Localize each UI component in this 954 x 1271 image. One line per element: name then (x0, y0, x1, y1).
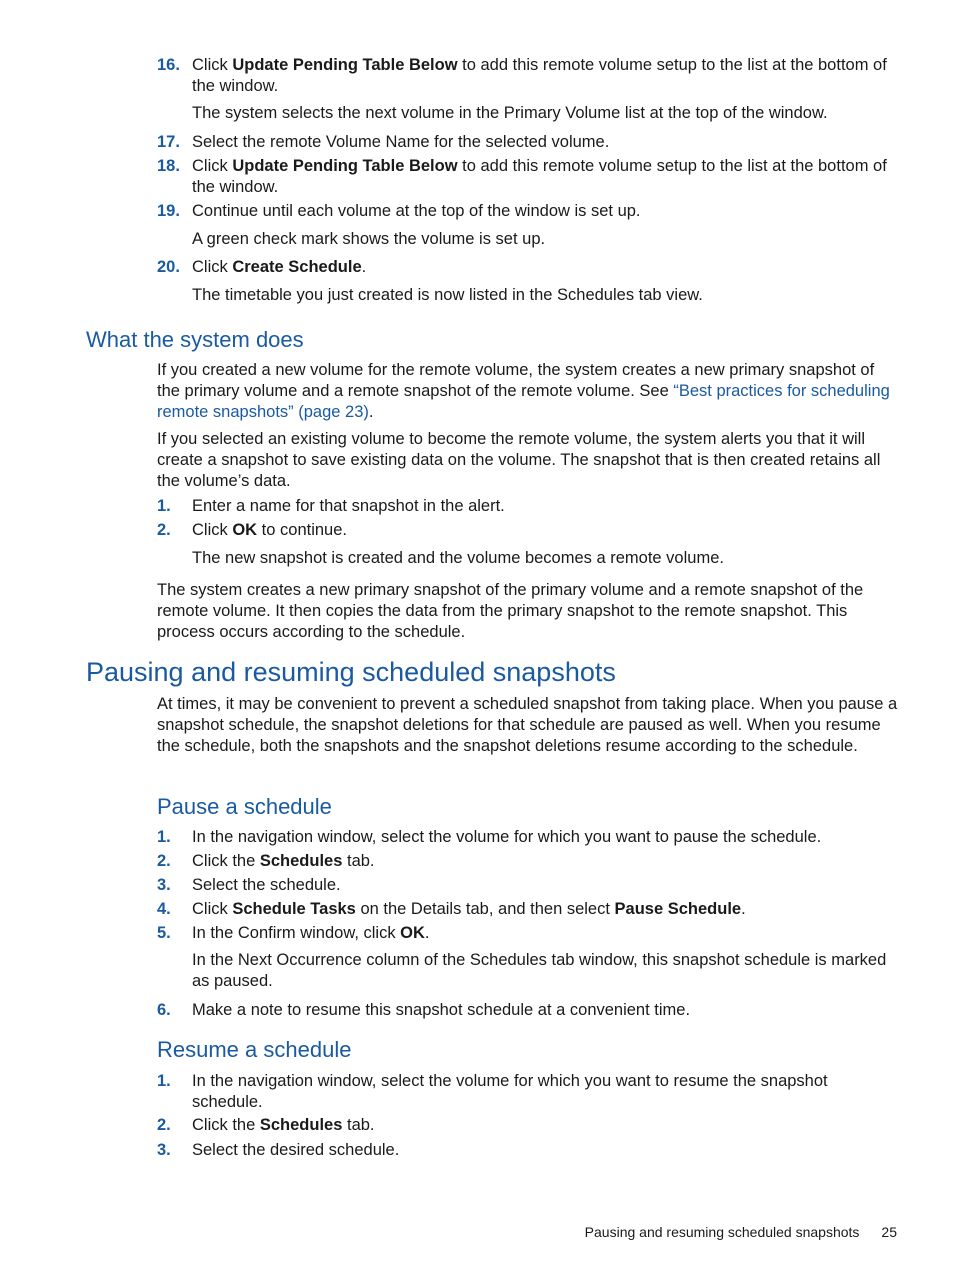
step-number: 1. (157, 497, 171, 515)
step-note: The new snapshot is created and the volume becomes a remote volume. (192, 549, 724, 567)
list-item: 20. Click Create Schedule. (157, 258, 367, 276)
paragraph: At times, it may be convenient to prevent a scheduled snapshot from taking place. When you pause a snapshot schedule, the snapshot deletions for that schedule are paused as well. When you resume the schedule, both the snapshots and the snapshot deletions resume according to the schedule. (157, 695, 898, 755)
subsection-heading: Resume a schedule (157, 1037, 352, 1062)
list-item: 16. Click Update Pending Table Below to add this remote volume setup to the list at the bottom of the window. (157, 56, 887, 95)
list-item: 2. Click the Schedules tab. (157, 1116, 375, 1134)
step-number: 1. (157, 1072, 171, 1090)
step-number: 6. (157, 1001, 171, 1019)
list-item: 1. In the navigation window, select the volume for which you want to resume the snapshot schedule. (157, 1072, 828, 1111)
list-item: 1. In the navigation window, select the volume for which you want to pause the schedule. (157, 828, 822, 846)
page-number: 25 (881, 1224, 897, 1240)
list-item: 1. Enter a name for that snapshot in the alert. (157, 497, 505, 515)
step-number: 2. (157, 1116, 171, 1134)
list-item: 3. Select the schedule. (157, 876, 341, 894)
paragraph: If you selected an existing volume to become the remote volume, the system alerts you that it will create a snapshot to save existing data on the volume. The snapshot that is then created retains all the volume’s data. (157, 430, 881, 490)
step-number: 3. (157, 876, 171, 894)
step-number: 5. (157, 924, 171, 942)
step-number: 17. (157, 133, 180, 151)
step-number: 1. (157, 828, 171, 846)
paragraph: The system creates a new primary snapshot of the primary volume and a remote snapshot of the remote volume. It then copies the data from the primary snapshot to the remote snapshot. This process occurs according to the schedule. (157, 581, 864, 641)
step-note: In the Next Occurrence column of the Schedules tab window, this snapshot schedule is marked as paused. (192, 951, 887, 990)
list-item: 2. Click OK to continue. (157, 521, 347, 539)
list-item: 3. Select the desired schedule. (157, 1141, 400, 1159)
step-number: 20. (157, 258, 180, 276)
step-note: The system selects the next volume in the Primary Volume list at the top of the window. (192, 104, 828, 122)
paragraph: If you created a new volume for the remote volume, the system creates a new primary snapshot of the primary volume and a remote snapshot of the remote volume. See “Best practices for scheduling remote snapshots” (page 23). (157, 361, 890, 421)
page-title: Pausing and resuming scheduled snapshots (86, 657, 616, 687)
list-item: 19. Continue until each volume at the top of the window is set up. (157, 202, 641, 220)
step-number: 16. (157, 56, 180, 74)
list-item: 18. Click Update Pending Table Below to add this remote volume setup to the list at the bottom of the window. (157, 157, 887, 196)
step-number: 2. (157, 521, 171, 539)
list-item: 6. Make a note to resume this snapshot schedule at a convenient time. (157, 1001, 691, 1019)
subsection-heading: Pause a schedule (157, 794, 332, 819)
step-note: The timetable you just created is now listed in the Schedules tab view. (192, 286, 703, 304)
step-number: 19. (157, 202, 180, 220)
step-number: 4. (157, 900, 171, 918)
list-item: 5. In the Confirm window, click OK. (157, 924, 430, 942)
footer-title: Pausing and resuming scheduled snapshots (584, 1224, 860, 1240)
step-number: 3. (157, 1141, 171, 1159)
list-item: 17. Select the remote Volume Name for the selected volume. (157, 133, 610, 151)
cross-reference-link[interactable]: “Best practices for scheduling remote snapshots” (page 23) (157, 382, 890, 421)
step-note: A green check mark shows the volume is set up. (192, 230, 546, 248)
list-item: 2. Click the Schedules tab. (157, 852, 375, 870)
page-footer (500, 1222, 897, 1242)
step-number: 2. (157, 852, 171, 870)
list-item: 4. Click Schedule Tasks on the Details tab, and then select Pause Schedule. (157, 900, 746, 918)
section-heading: What the system does (86, 327, 304, 352)
step-number: 18. (157, 157, 180, 175)
